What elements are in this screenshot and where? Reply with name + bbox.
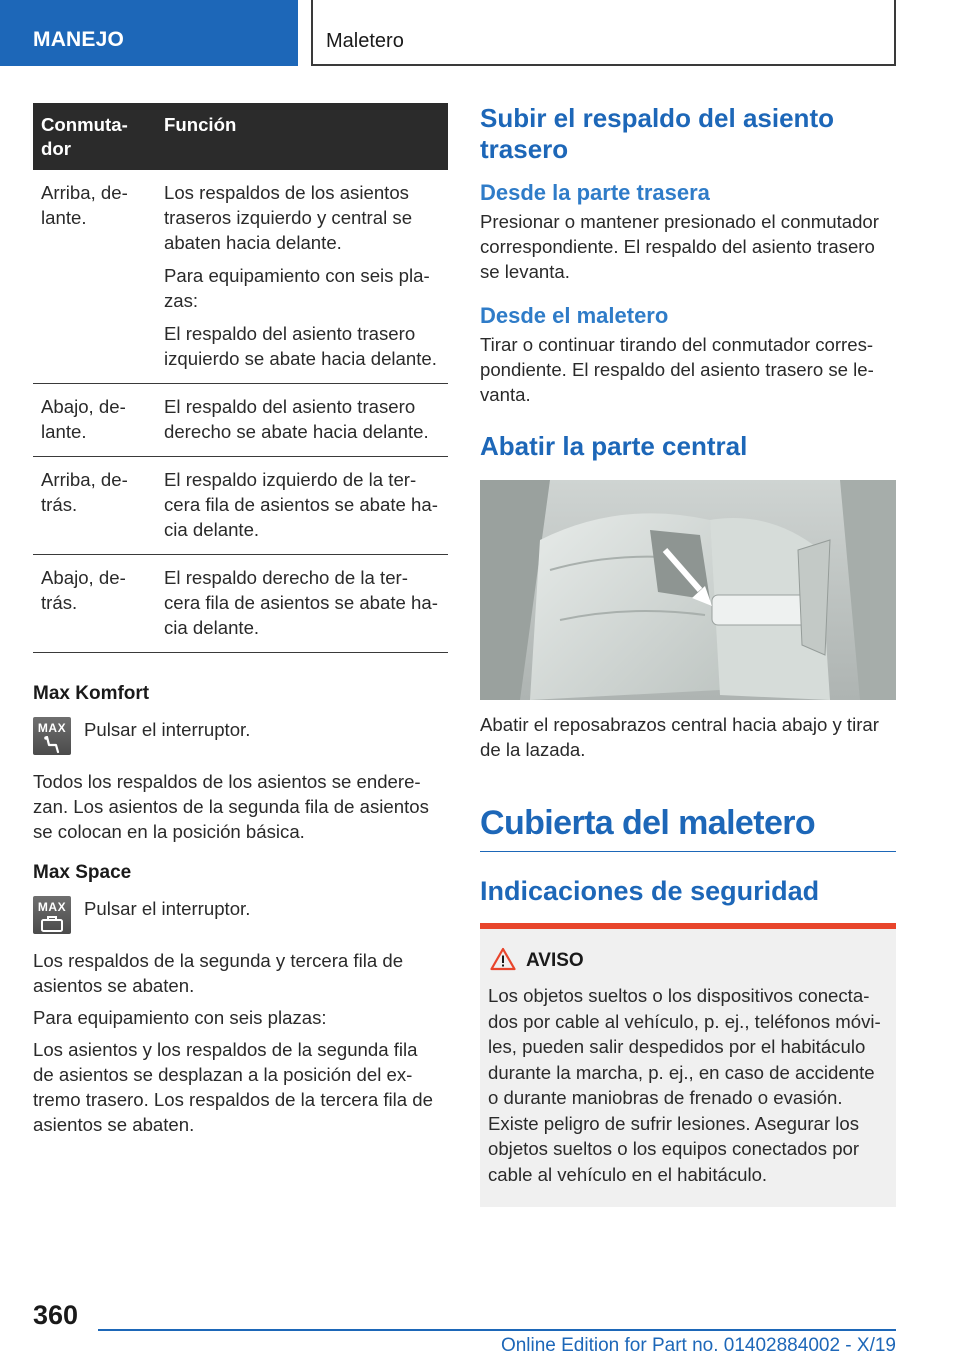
safety-title: Indicaciones de seguridad xyxy=(480,876,820,906)
center-fold-caption: Abatir el reposabrazos central hacia abajo y tirar de la lazada. xyxy=(480,714,879,760)
rear-seat-armrest-illustration xyxy=(480,480,896,700)
table-cell-switch: Arriba, de- trás. xyxy=(33,457,156,555)
warning-triangle-icon xyxy=(490,947,516,971)
table-cell-function xyxy=(156,170,448,384)
max-komfort-row xyxy=(33,717,448,763)
table-header-function: Función xyxy=(164,114,237,135)
center-fold-title: Abatir la parte central xyxy=(480,431,748,461)
from-trunk-text: Tirar o continuar tirando del conmutador corres- pondiente. El respaldo del asiento trasero se le- vanta. xyxy=(480,334,874,405)
max-komfort-icon-label: MAX xyxy=(37,721,67,735)
table-row xyxy=(33,457,448,555)
function-text: Los respaldos de los asientos traseros izquierdo y central se abaten hacia delante. xyxy=(164,182,413,253)
max-space-icon-label: MAX xyxy=(37,900,67,914)
table-cell-switch: Arriba, de- lante. xyxy=(33,170,156,384)
raise-backrest-title: Subir el respaldo del asiento trasero xyxy=(480,103,834,164)
luggage-icon xyxy=(39,915,65,933)
warning-box xyxy=(480,923,896,1207)
max-komfort-text: Todos los respaldos de los asientos se endere- zan. Los asientos de la segunda fila de asientos se colocan en la posición básica. xyxy=(33,771,429,842)
table-row xyxy=(33,555,448,653)
function-text: El respaldo izquierdo de la ter- cera fila de asientos se abate ha- cia delante. xyxy=(164,469,438,540)
warning-header xyxy=(488,947,888,977)
page-number: 360 xyxy=(33,1300,79,1330)
from-trunk-title: Desde el maletero xyxy=(480,303,669,328)
function-text: El respaldo derecho de la ter- cera fila de asientos se abate ha- cia delante. xyxy=(164,567,438,638)
warning-title: AVISO xyxy=(526,950,584,971)
table-cell-switch: Abajo, de- lante. xyxy=(33,384,156,457)
function-text: El respaldo del asiento trasero derecho se abate hacia delante. xyxy=(164,396,429,442)
left-column xyxy=(33,103,448,1137)
max-komfort-icon xyxy=(33,717,71,755)
table-header-switch: Conmuta- dor xyxy=(41,114,128,159)
cover-title: Cubierta del maletero xyxy=(480,804,816,842)
footer-edition: Online Edition for Part no. 01402884002 - X/19 xyxy=(500,1335,896,1356)
table-header-row xyxy=(33,103,448,170)
cover-title-rule xyxy=(480,851,896,852)
max-komfort-title: Max Komfort xyxy=(33,683,150,704)
from-rear-title: Desde la parte trasera xyxy=(480,180,710,205)
max-space-row xyxy=(33,896,448,942)
max-space-text-2: Para equipamiento con seis plazas: xyxy=(33,1007,327,1028)
switch-function-table xyxy=(33,103,448,653)
chapter-title: Maletero xyxy=(326,30,404,52)
max-space-title: Max Space xyxy=(33,862,132,883)
right-column xyxy=(480,103,896,1207)
seat-recline-icon xyxy=(40,736,64,754)
table-cell-function xyxy=(156,555,448,653)
section-tab: MANEJO xyxy=(0,0,298,66)
table-cell-function xyxy=(156,384,448,457)
table-cell-function xyxy=(156,457,448,555)
table-row xyxy=(33,170,448,384)
max-space-action: Pulsar el interruptor. xyxy=(84,898,251,919)
max-komfort-action: Pulsar el interruptor. xyxy=(84,719,251,740)
function-text: El respaldo del asiento trasero izquierdo se abate hacia delante. xyxy=(164,323,437,369)
table-cell-switch: Abajo, de- trás. xyxy=(33,555,156,653)
function-text: Para equipamiento con seis pla- zas: xyxy=(164,265,430,311)
max-space-text-1: Los respaldos de la segunda y tercera fila de asientos se abaten. xyxy=(33,950,404,996)
table-row xyxy=(33,384,448,457)
warning-text: Los objetos sueltos o los dispositivos conecta- dos por cable al vehículo, p. ej., teléfonos móvi- les, pueden salir despedidos por el habitáculo durante la marcha, p. ej., en caso de accidente o durante maniobras de frenado o evasión. Existe peligro de sufrir lesiones. Asegurar los objetos sueltos o los equipos conectados por cable al vehículo en el habitáculo. xyxy=(488,985,881,1185)
from-rear-text: Presionar o mantener presionado el conmutador correspondiente. El respaldo del asiento trasero se levanta. xyxy=(480,211,879,282)
max-space-icon xyxy=(33,896,71,934)
max-space-text-3: Los asientos y los respaldos de la segunda fila de asientos se desplazan a la posición del ex- tremo trasero. Los respaldos de la tercera fila de asientos se abaten. xyxy=(33,1039,433,1135)
footer-rule xyxy=(98,1329,896,1331)
